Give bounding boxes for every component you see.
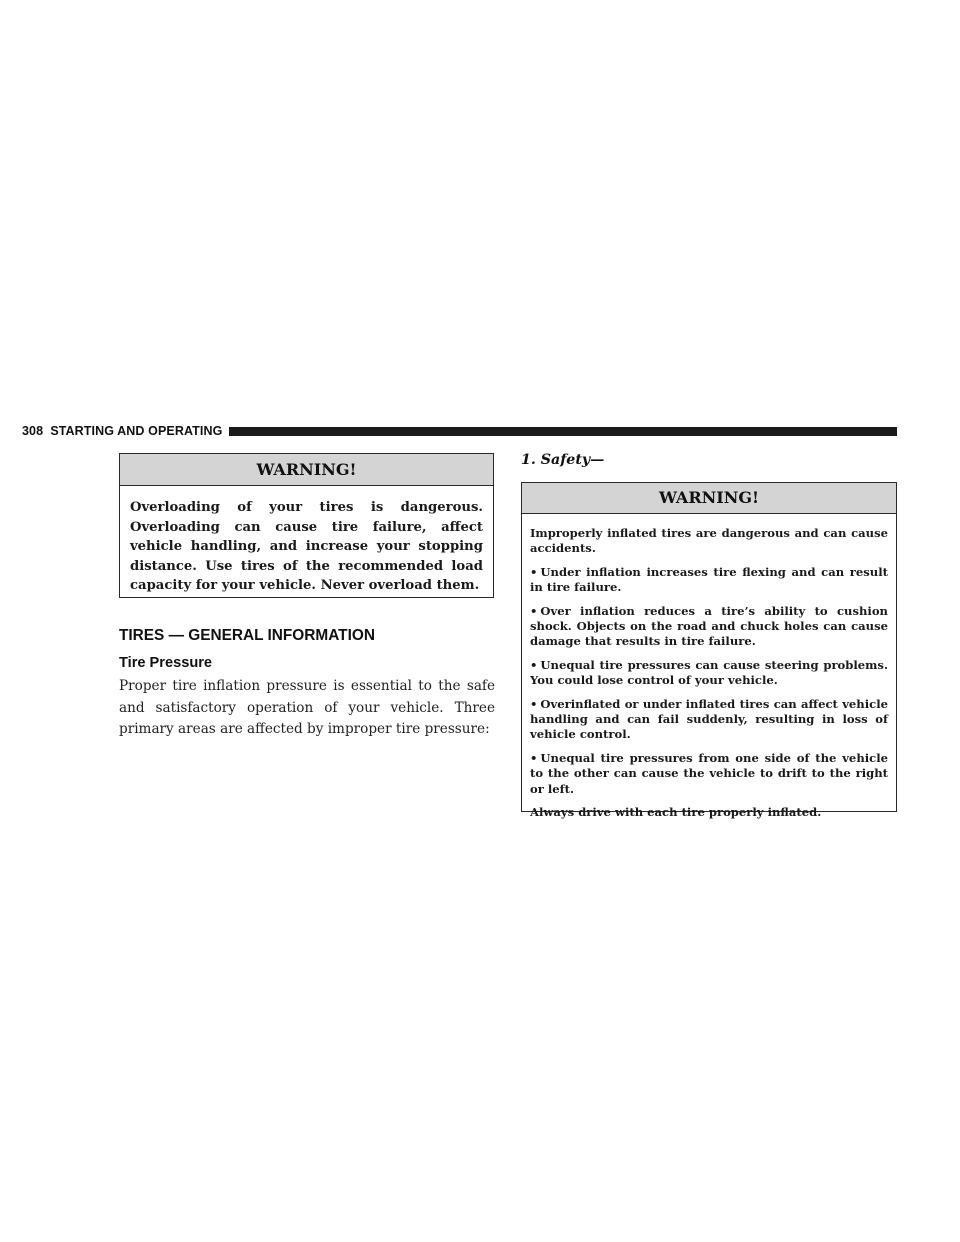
warning-bullet: • Unequal tire pressures from one side of the vehicle to the other can cause the vehicle to drift to the right or left. — [530, 750, 888, 796]
warning-bullet: • Over inflation reduces a tire’s ability to cushion shock. Objects on the road and chuck holes can cause damage that results in tire failure. — [530, 603, 888, 649]
warning-bullet: • Unequal tire pressures can cause steering problems. You could lose control of your vehicle. — [530, 657, 888, 688]
bullet-icon: • — [530, 750, 538, 765]
warning-box-inflation — [521, 482, 897, 820]
warning-text: Overloading of your tires is dangerous. Overloading can cause tire failure, affect vehicle handling, and increase your stopping distance. Use tires of the recommended load capacity for your vehicle. Never overload them. — [130, 500, 483, 594]
warning-box-overloading — [119, 453, 494, 598]
bullet-icon: • — [530, 564, 538, 579]
warning-bullet: • Under inflation increases tire flexing and can result in tire failure. — [530, 564, 888, 595]
bullet-icon: • — [530, 603, 538, 618]
body-paragraph: Proper tire inflation pressure is essential to the safe and satisfactory operation of your vehicle. Three primary areas are affected by improper tire pressure: — [119, 678, 495, 737]
list-item-label: 1. Safety— — [521, 452, 605, 468]
page-header — [0, 424, 897, 438]
warning-title: WARNING! — [522, 483, 896, 514]
sub-heading: Tire Pressure — [119, 655, 213, 671]
warning-closing: Always drive with each tire properly inflated. — [530, 805, 822, 820]
page-number: 308 — [22, 424, 44, 438]
warning-body — [522, 514, 896, 821]
warning-bullet: • Overinflated or under inflated tires can affect vehicle handling and can fail suddenly, resulting in loss of vehicle control. — [530, 696, 888, 742]
warning-title: WARNING! — [120, 454, 493, 486]
section-heading: TIRES — GENERAL INFORMATION — [119, 627, 375, 644]
section-title: STARTING AND OPERATING — [50, 424, 223, 438]
header-text — [0, 424, 222, 438]
warning-intro: Improperly inflated tires are dangerous and can cause accidents. — [530, 526, 888, 556]
header-rule — [229, 427, 897, 436]
bullet-icon: • — [530, 657, 538, 672]
bullet-icon: • — [530, 696, 538, 711]
